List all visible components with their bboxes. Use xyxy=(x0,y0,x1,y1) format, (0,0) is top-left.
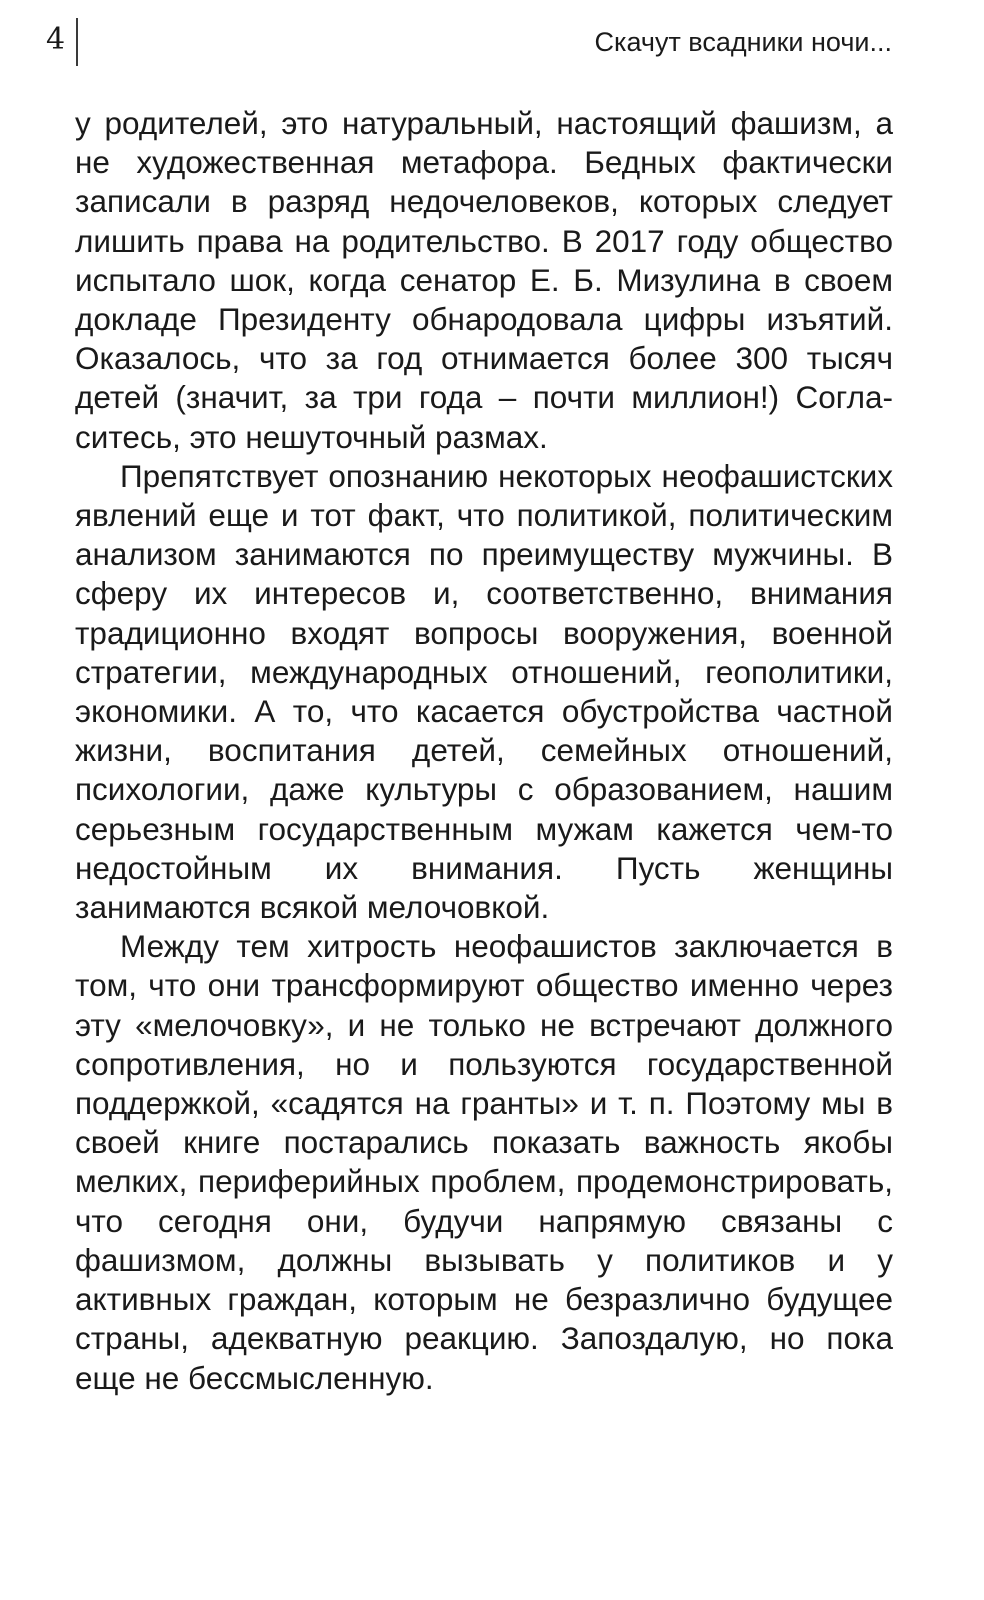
body-text xyxy=(75,104,893,1398)
header-divider xyxy=(76,18,78,66)
page-number: 4 xyxy=(46,22,66,57)
paragraph-1: у родителей, это натуральный, настоящий фашизм, а не художественная метафора. Бедных фактически записали в разряд недочеловеков, которых следует лишить права на родительство. В 2017 году общество испытало шок, когда сенатор Е. Б. Мизулина в своем докладе Президенту обнародовала цифры изъятий. Оказалось, что за год отнимается более 300 тысяч детей (значит, за три года – почти миллион!) Согласитесь, это нешуточный размах. xyxy=(75,105,893,455)
page-header xyxy=(0,18,984,66)
paragraph-2: Препятствует опознанию некоторых неофашистских явлений еще и тот факт, что политикой, политическим анализом занимаются по преимуществу мужчины. В сферу их интересов и, соответственно, внимания традиционно входят вопросы вооружения, военной стратегии, международных отношений, геополитики, экономики. А то, что касается обустройства частной жизни, воспитания детей, семейных отношений, психологии, даже культуры с образованием, нашим серьезным государственным мужам кажется чем-то недостойным их внимания. Пусть женщины занимаются всякой мелочовкой. xyxy=(75,457,893,926)
running-title: Скачут всадники ночи... xyxy=(594,27,892,57)
paragraph-3: Между тем хитрость неофашистов заключается в том, что они трансформируют общество именно через эту «мелочовку», и не только не встречают должного сопротивления, но и пользуются государственной поддержкой, «садятся на гранты» и т. п. Поэтому мы в своей книге постарались показать важность якобы мелких, периферийных проблем, продемонстрировать, что сегодня они, будучи напрямую связаны с фашизмом, должны вызывать у политиков и у активных граждан, которым не безразлично будущее страны, адекватную реакцию. Запоздалую, но пока еще не бессмысленную. xyxy=(75,928,893,1396)
